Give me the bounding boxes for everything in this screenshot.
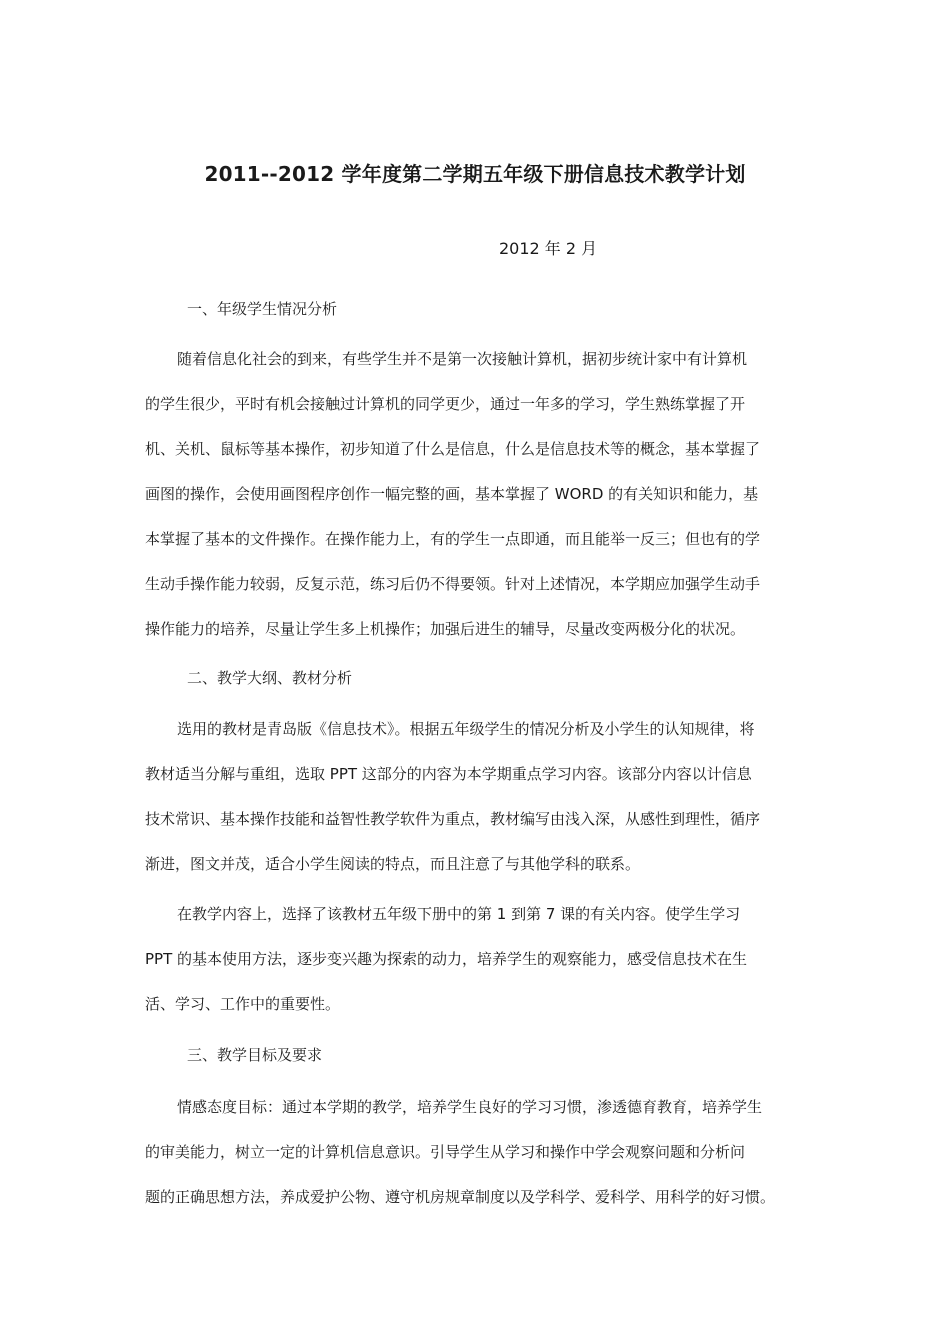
paragraph-line: 的审美能力，树立一定的计算机信息意识。引导学生从学习和操作中学会观察问题和分析问 xyxy=(145,1143,746,1161)
paragraph-content xyxy=(145,892,817,1027)
paragraph-line: 本掌握了基本的文件操作。在操作能力上，有的学生一点即通，而且能举一反三；但也有的学 xyxy=(145,530,761,548)
paragraph-line: 教材适当分解与重组，选取 PPT 这部分的内容为本学期重点学习内容。该部分内容以计信息 xyxy=(145,765,752,783)
section-heading-student-analysis: 一、年级学生情况分析 xyxy=(187,300,338,318)
paragraph-textbook xyxy=(145,707,817,887)
section-heading-goals: 三、教学目标及要求 xyxy=(187,1046,323,1064)
document-title: 2011--2012 学年度第二学期五年级下册信息技术教学计划 xyxy=(204,162,746,186)
paragraph-line: 渐进，图文并茂，适合小学生阅读的特点，而且注意了与其他学科的联系。 xyxy=(145,855,641,873)
paragraph-line: 操作能力的培养，尽量让学生多上机操作；加强后进生的辅导，尽量改变两极分化的状况。 xyxy=(145,620,746,638)
paragraph-line: 画图的操作，会使用画图程序创作一幅完整的画，基本掌握了 WORD 的有关知识和能力，基 xyxy=(145,485,759,503)
paragraph-line: 随着信息化社会的到来，有些学生并不是第一次接触计算机，据初步统计家中有计算机 xyxy=(177,350,748,368)
paragraph-line: PPT 的基本使用方法，逐步变兴趣为探索的动力，培养学生的观察能力，感受信息技术在生 xyxy=(145,950,748,968)
paragraph-goals xyxy=(145,1085,817,1220)
paragraph-line: 的学生很少，平时有机会接触过计算机的同学更少，通过一年多的学习，学生熟练掌握了开 xyxy=(145,395,746,413)
paragraph-student-analysis xyxy=(145,337,817,652)
paragraph-line: 选用的教材是青岛版《信息技术》。根据五年级学生的情况分析及小学生的认知规律，将 xyxy=(177,720,755,738)
paragraph-line: 题的正确思想方法，养成爱护公物、遵守机房规章制度以及学科学、爱科学、用科学的好习惯。 xyxy=(145,1188,776,1206)
paragraph-line: 在教学内容上，选择了该教材五年级下册中的第 1 到第 7 课的有关内容。使学生学习 xyxy=(177,905,741,923)
paragraph-line: 情感态度目标：通过本学期的教学，培养学生良好的学习习惯，渗透德育教育，培养学生 xyxy=(177,1098,763,1116)
section-heading-syllabus-analysis: 二、教学大纲、教材分析 xyxy=(187,669,353,687)
paragraph-line: 机、关机、鼠标等基本操作，初步知道了什么是信息，什么是信息技术等的概念，基本掌握了 xyxy=(145,440,761,458)
paragraph-line: 活、学习、工作中的重要性。 xyxy=(145,995,341,1013)
paragraph-line: 生动手操作能力较弱，反复示范，练习后仍不得要领。针对上述情况，本学期应加强学生动手 xyxy=(145,575,761,593)
document-date: 2012 年 2 月 xyxy=(499,239,598,258)
paragraph-line: 技术常识、基本操作技能和益智性教学软件为重点，教材编写由浅入深，从感性到理性，循序 xyxy=(145,810,761,828)
